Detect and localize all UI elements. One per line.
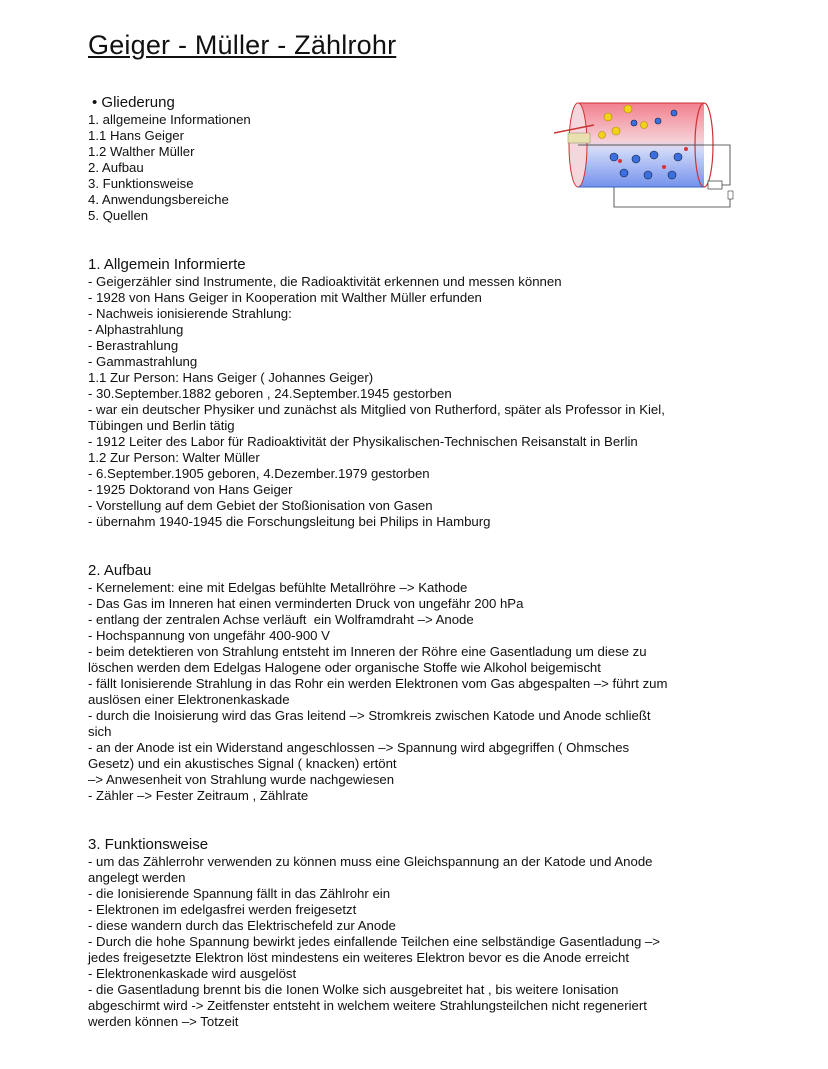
- text-line: - durch die Inoisierung wird das Gras leitend –> Stromkreis zwischen Katode und Anode schließt: [88, 708, 651, 723]
- text-line: auslösen einer Elektronenkaskade: [88, 692, 290, 707]
- text-line: - 1928 von Hans Geiger in Kooperation mit Walther Müller erfunden: [88, 290, 482, 305]
- text-line: - war ein deutscher Physiker und zunächst als Mitglied von Rutherford, später als Professor in Kiel,: [88, 402, 665, 417]
- section-general-info: [88, 256, 788, 530]
- text-line: 4. Anwendungsbereiche: [88, 192, 229, 207]
- section-2-body: [88, 580, 788, 804]
- section-3-heading: 3. Funktionsweise: [88, 836, 209, 853]
- text-line: - beim detektieren von Strahlung entsteht im Inneren der Röhre eine Gasentladung um diese zu: [88, 644, 647, 659]
- section-1-body: [88, 274, 788, 530]
- text-line: 5. Quellen: [88, 208, 149, 223]
- text-line: - diese wandern durch das Elektrischefeld zur Anode: [88, 918, 396, 933]
- text-line: - Vorstellung auf dem Gebiet der Stoßionisation von Gasen: [88, 498, 433, 513]
- text-line: 1. allgemeine Informationen: [88, 112, 251, 127]
- text-line: –> Anwesenheit von Strahlung wurde nachgewiesen: [88, 772, 395, 787]
- page-title: Geiger - Müller - Zählrohr: [88, 30, 397, 60]
- text-line: 3. Funktionsweise: [88, 176, 194, 191]
- section-2-heading: 2. Aufbau: [88, 562, 152, 579]
- text-line: - 1912 Leiter des Labor für Radioaktivität der Physikalischen-Technischen Reisanstalt in Berlin: [88, 434, 638, 449]
- section-1-heading: 1. Allgemein Informierte: [88, 256, 246, 273]
- text-line: - Zähler –> Fester Zeitraum , Zählrate: [88, 788, 309, 803]
- text-line: - Elektronen im edelgasfrei werden freigesetzt: [88, 902, 357, 917]
- text-line: 2. Aufbau: [88, 160, 144, 175]
- text-line: 1.2 Walther Müller: [88, 144, 195, 159]
- section-aufbau: [88, 562, 788, 804]
- text-line: - 1925 Doktorand von Hans Geiger: [88, 482, 293, 497]
- text-line: - 6.September.1905 geboren, 4.Dezember.1979 gestorben: [88, 466, 430, 481]
- outline-heading: • Gliederung: [92, 94, 175, 111]
- text-line: werden können –> Totzeit: [88, 1014, 239, 1029]
- text-line: - fällt Ionisierende Strahlung in das Rohr ein werden Elektronen vom Gas abgespalten –> führt zum: [88, 676, 668, 691]
- text-line: - 30.September.1882 geboren , 24.September.1945 gestorben: [88, 386, 452, 401]
- text-line: - Durch die hohe Spannung bewirkt jedes einfallende Teilchen eine selbständige Gasentladung –>: [88, 934, 660, 949]
- text-line: - die Gasentladung brennt bis die Ionen Wolke sich ausgebreitet hat , bis weitere Ionisation: [88, 982, 619, 997]
- text-line: - Alphastrahlung: [88, 322, 184, 337]
- text-line: 1.1 Zur Person: Hans Geiger ( Johannes Geiger): [88, 370, 374, 385]
- geiger-tube-diagram-icon: [554, 95, 740, 217]
- text-line: 1.1 Hans Geiger: [88, 128, 185, 143]
- section-funktionsweise: [88, 836, 788, 1030]
- text-line: - Hochspannung von ungefähr 400-900 V: [88, 628, 330, 643]
- text-line: - Nachweis ionisierende Strahlung:: [88, 306, 292, 321]
- text-line: - Das Gas im Inneren hat einen verminderten Druck von ungefähr 200 hPa: [88, 596, 524, 611]
- text-line: löschen werden dem Edelgas Halogene oder organische Stoffe wie Alkohol beigemischt: [88, 660, 601, 675]
- section-3-body: [88, 854, 788, 1030]
- text-line: - die Ionisierende Spannung fällt in das Zählrohr ein: [88, 886, 391, 901]
- text-line: sich: [88, 724, 112, 739]
- text-line: Tübingen und Berlin tätig: [88, 418, 235, 433]
- text-line: jedes freigesetzte Elektron löst mindestens ein weiteres Elektron bevor es die Anode erreicht: [88, 950, 629, 965]
- text-line: Gesetz) und ein akustisches Signal ( knacken) ertönt: [88, 756, 397, 771]
- text-line: - Geigerzähler sind Instrumente, die Radioaktivität erkennen und messen können: [88, 274, 562, 289]
- text-line: - Gammastrahlung: [88, 354, 198, 369]
- text-line: - Berastrahlung: [88, 338, 179, 353]
- text-line: - übernahm 1940-1945 die Forschungsleitung bei Philips in Hamburg: [88, 514, 491, 529]
- text-line: - Elektronenkaskade wird ausgelöst: [88, 966, 297, 981]
- text-line: 1.2 Zur Person: Walter Müller: [88, 450, 260, 465]
- text-line: - entlang der zentralen Achse verläuft ein Wolframdraht –> Anode: [88, 612, 474, 627]
- text-line: abgeschirmt wird -> Zeitfenster entsteht in welchem weitere Strahlungsteilchen nicht regeneriert: [88, 998, 647, 1013]
- text-line: - Kernelement: eine mit Edelgas befühlte Metallröhre –> Kathode: [88, 580, 468, 595]
- text-line: - an der Anode ist ein Widerstand angeschlossen –> Spannung wird abgegriffen ( Ohmsches: [88, 740, 630, 755]
- text-line: - um das Zählerrohr verwenden zu können muss eine Gleichspannung an der Katode und Anode: [88, 854, 653, 869]
- text-line: angelegt werden: [88, 870, 186, 885]
